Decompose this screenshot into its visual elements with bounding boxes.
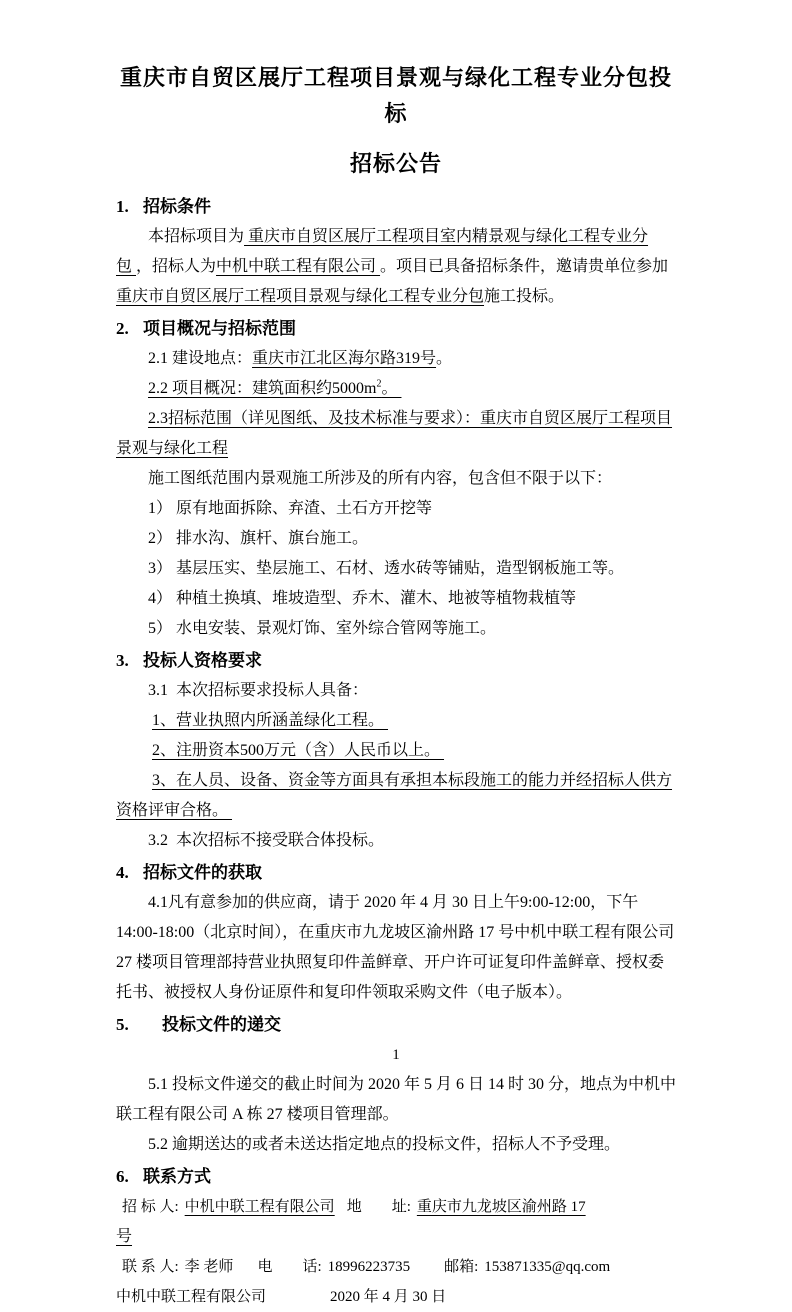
section-3-heading [116,646,676,676]
scope-intro-line: 施工图纸范围内景观施工所涉及的所有内容，包含但不限于以下： [148,470,613,487]
scope-underlined: 2.3招标范围（详见图纸、及技术标准与要求）：重庆市自贸区展厅工程项目景观与绿化工程 [116,410,673,457]
scope-list-item: 4） 种植土换填、堆坡造型、乔木、灌木、地被等植物栽植等 [148,590,577,607]
p1-text-4: 施工投标。 [484,288,565,305]
address-value-underlined: 重庆市九龙坡区渝州路 17 [416,1199,586,1215]
tenderer-address-row [116,1192,676,1222]
scope-list-item: 1） 原有地面拆除、弃渣、土石方开挖等 [148,500,433,517]
late-submission-line: 5.2 逾期送达的或者未送达指定地点的投标文件，招标人不予受理。 [148,1136,621,1153]
contact-name: 李 老师 [184,1259,234,1275]
project-overview-line [116,374,676,404]
tenderer-label: 招 标 人: [122,1199,179,1215]
scope-list-item: 5） 水电安装、景观灯饰、室外综合管网等施工。 [148,620,497,637]
no-consortium-line: 3.2 本次招标不接受联合体投标。 [148,832,385,849]
signature-row [116,1282,676,1312]
square-meter-sup: 2 [376,378,382,390]
section-6-heading [116,1162,676,1192]
contact-label: 联 系 人: [122,1259,179,1275]
section-5-number: 5. [116,1015,129,1034]
qualification-item-underlined: 1、营业执照内所涵盖绿化工程。 [152,712,389,729]
site-address-underlined: 重庆市江北区海尔路319号 [252,350,437,367]
p1-underline-project-name: 重庆市自贸区展厅工程项目室内精景观与绿化工程专业分包 [116,228,649,275]
qualification-item [116,736,676,766]
document-obtainment-paragraph: 4.1凡有意参加的供应商，请于 2020 年 4 月 30 日上午9:00-12:00，下午 14:00-18:00（北京时间），在重庆市九龙坡区渝州路 17 号中机中联工程有限公司 27 楼项目管理部持营业执照复印件盖鲜章、开户许可证复印件盖鲜章、授权委托书、被授权人身份证原件和复印件领取采购文件（电子版本）。 [116,894,675,1001]
p1-text-1: 本招标项目为 [148,228,245,245]
section-6-number: 6. [116,1167,129,1186]
section-5-heading [116,1010,676,1040]
section-2-heading [116,314,676,344]
doc-title-line1: 重庆市自贸区展厅工程项目景观与绿化工程专业分包投标 [119,65,672,126]
section-2-heading-label: 项目概况与招标范围 [143,319,296,338]
qualification-item-underlined: 3、在人员、设备、资金等方面具有承担本标段施工的能力并经招标人供方资格评审合格。 [116,772,673,819]
overview-underlined: 2.2 项目概况：建筑面积约5000m [148,380,377,397]
section-5-heading-label: 投标文件的递交 [162,1015,281,1034]
email-label: 邮箱: [444,1259,479,1275]
section-1-number: 1. [116,197,129,216]
p1-underline-bid-name: 重庆市自贸区展厅工程项目景观与绿化工程专业分包 [116,288,485,305]
tender-conditions-paragraph [116,222,676,312]
construction-site-line [116,344,676,374]
scope-list-item: 2） 排水沟、旗杆、旗台施工。 [148,530,369,547]
section-6-heading-label: 联系方式 [143,1167,211,1186]
address-wrap-underlined: 号 [116,1228,133,1245]
doc-title-line2: 招标公告 [349,151,442,176]
p1-text-2: ，招标人为 [136,258,217,275]
p1-text-3: 。项目已具备招标条件，邀请贵单位参加 [380,258,669,275]
tender-scope-line [116,404,676,464]
phone-label: 电 话: [257,1259,322,1275]
qualification-intro-line: 3.1 本次招标要求投标人具备： [148,682,369,699]
site-period: 。 [436,350,453,367]
section-3-number: 3. [116,651,129,670]
qualification-item [116,766,676,826]
submission-deadline-paragraph: 5.1 投标文件递交的截止时间为 2020 年 5 月 6 日 14 时 30 分，地点为中机中联工程有限公司 A 栋 27 楼项目管理部。 [116,1076,677,1123]
section-4-number: 4. [116,863,129,882]
signature-date: 2020 年 4 月 30 日 [330,1289,447,1305]
signature-company: 中机中联工程有限公司 [116,1289,267,1305]
tenderer-name-underlined: 中机中联工程有限公司 [184,1199,335,1215]
qualification-item-underlined: 2、注册资本500万元（含）人民币以上。 [152,742,445,759]
scope-list-item: 3） 基层压实、垫层施工、石材、透水砖等铺贴，造型钢板施工等。 [148,560,625,577]
section-3-heading-label: 投标人资格要求 [143,651,262,670]
overview-underlined-end: 。 [381,380,402,397]
address-label: 地 址: [346,1199,411,1215]
section-2-number: 2. [116,319,129,338]
address-wrap-line [116,1222,676,1252]
qualification-item [116,706,676,736]
section-1-heading-label: 招标条件 [143,197,211,216]
section-4-heading [116,858,676,888]
section-4-heading-label: 招标文件的获取 [143,863,262,882]
site-label: 2.1 建设地点： [148,350,253,367]
page-number: 1 [392,1047,400,1063]
email-address: 153871335@qq.com [484,1259,611,1275]
p1-underline-tenderer: 中机中联工程有限公司 [216,258,381,275]
section-1-heading [116,192,676,222]
phone-number: 18996223735 [327,1259,411,1275]
contact-phone-email-row [116,1252,676,1282]
